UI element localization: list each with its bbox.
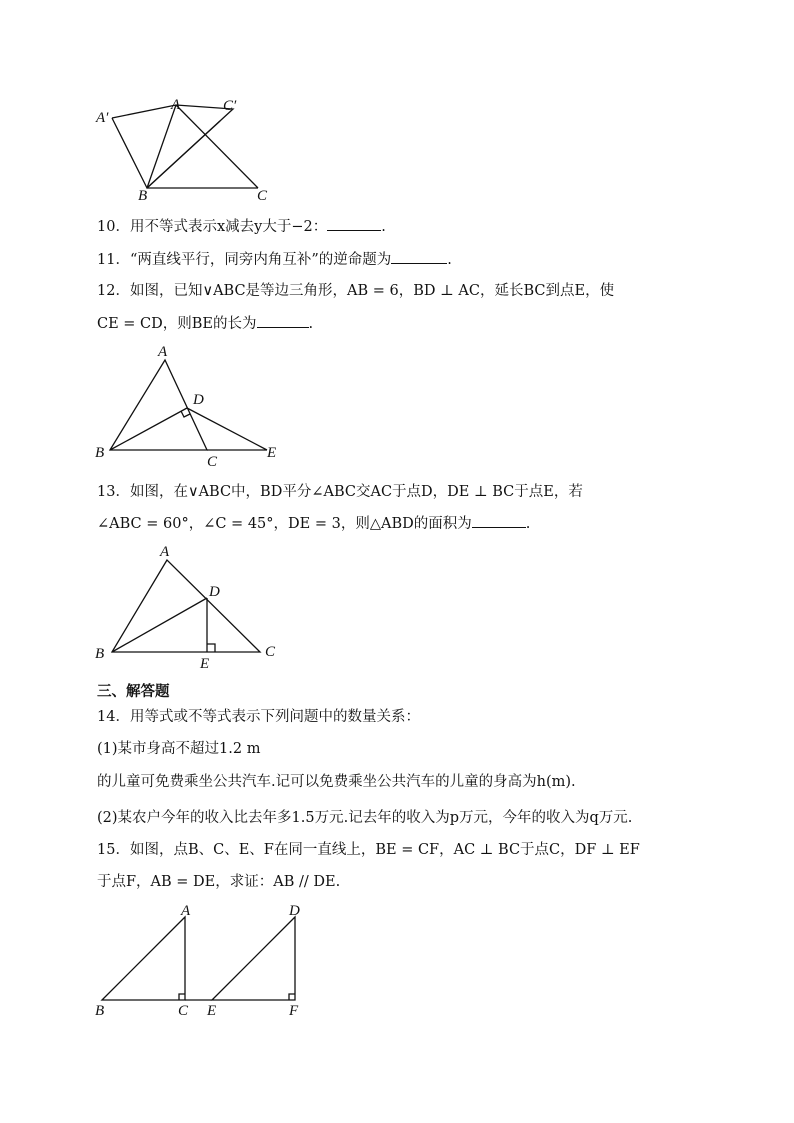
segment-bd (112, 598, 207, 652)
label-f: F (289, 1003, 299, 1019)
question-14-part1-b: 的儿童可免费乘坐公共汽车.记可以免费乘坐公共汽车的儿童的身高为h(m). (97, 774, 576, 790)
question-text: 如图，点B、C、E、F在同一直线上，BE = CF，AC ⊥ BC于点C，DF ⊥ EF (129, 842, 640, 858)
question-text: “两直线平行，同旁内角互补”的逆命题为 (129, 252, 392, 268)
label-e: E (200, 656, 210, 672)
period: . (308, 316, 314, 332)
label-c: C (265, 644, 276, 660)
question-number: 15． (97, 842, 130, 858)
label-d: D (193, 392, 204, 408)
question-text: 如图，已知∨ABC是等边三角形，AB = 6，BD ⊥ AC，延长BC到点E，使 (129, 283, 615, 299)
section-heading: 三、解答题 (97, 684, 170, 700)
label-a: A (160, 544, 170, 560)
label-d: D (289, 903, 300, 919)
question-12-line2 (97, 313, 313, 334)
question-14 (97, 707, 420, 727)
label-b: B (138, 188, 148, 204)
segment-bd (110, 408, 187, 450)
label-a: A (171, 97, 181, 113)
question-number: 14． (97, 709, 130, 725)
segment-bc-prime (147, 121, 220, 188)
answer-blank[interactable] (257, 313, 309, 328)
segment-de (187, 408, 267, 450)
label-b: B (95, 445, 105, 461)
right-angle-mark (207, 644, 215, 652)
period: . (381, 219, 386, 235)
figure-two-right-triangles (92, 900, 312, 1025)
question-14-part1-a: (1)某市身高不超过1.2 m (97, 741, 261, 757)
question-number: 13． (97, 484, 130, 500)
question-text: CE = CD，则BE的长为 (97, 316, 257, 332)
label-c: C (178, 1003, 189, 1019)
label-c: C (257, 188, 268, 204)
figure-rotation (90, 92, 280, 207)
question-13-line1 (97, 482, 583, 502)
figure-angle-bisector (92, 540, 292, 670)
figure-equilateral-triangle (92, 340, 292, 470)
right-angle-mark-c (179, 994, 185, 1000)
label-d: D (209, 584, 220, 600)
label-a-prime: A′ (96, 110, 109, 126)
triangle-def (212, 917, 295, 1000)
segment-ac (176, 105, 258, 188)
question-13-line2 (97, 513, 530, 534)
question-15-line1 (97, 840, 640, 860)
answer-blank[interactable] (472, 513, 526, 528)
question-text: 用不等式表示x减去y大于−2： (129, 219, 328, 235)
period: . (447, 252, 452, 268)
label-c-prime: C′ (223, 98, 237, 114)
right-angle-mark-f (289, 994, 295, 1000)
question-text: ∠ABC = 60°，∠C = 45°，DE = 3，则△ABD的面积为 (97, 516, 472, 532)
answer-blank[interactable] (327, 216, 381, 231)
question-14-part2: (2)某农户今年的收入比去年多1.5万元.记去年的收入为p万元，今年的收入为q万元. (97, 810, 633, 826)
question-text: 如图，在∨ABC中，BD平分∠ABC交AC于点D，DE ⊥ BC于点E，若 (129, 484, 583, 500)
label-b: B (95, 1003, 105, 1019)
question-12-line1 (97, 281, 614, 301)
quad-outline (112, 105, 233, 188)
question-number: 10． (97, 219, 130, 235)
question-text: 用等式或不等式表示下列问题中的数量关系： (129, 709, 420, 725)
question-10 (97, 216, 386, 237)
answer-blank[interactable] (391, 249, 447, 264)
question-number: 12． (97, 283, 130, 299)
triangle-abc (112, 560, 260, 652)
period: . (525, 516, 531, 532)
label-e: E (267, 445, 277, 461)
label-c: C (207, 454, 218, 470)
question-15-line2: 于点F，AB = DE，求证：AB // DE. (97, 874, 341, 890)
triangle-abc (102, 917, 185, 1000)
question-number: 11． (97, 252, 130, 268)
label-e: E (207, 1003, 217, 1019)
question-11 (97, 249, 452, 270)
label-a: A (181, 903, 191, 919)
label-a: A (158, 344, 168, 360)
label-b: B (95, 646, 105, 662)
